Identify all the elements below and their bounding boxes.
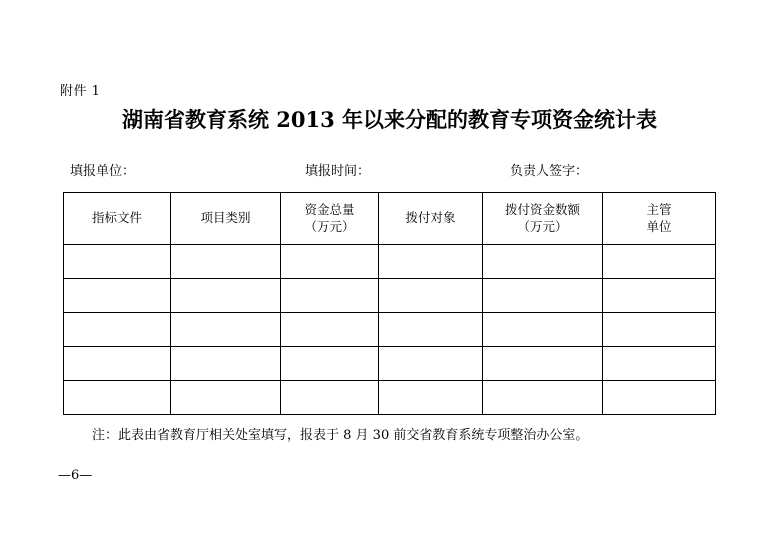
meta-responsible-signature: 负责人签字： — [510, 164, 589, 179]
header-line-1: 主管 — [646, 201, 672, 217]
table-cell[interactable] — [281, 245, 379, 279]
table-header-cell — [281, 193, 379, 245]
table-header-cell — [171, 193, 281, 245]
table-row — [64, 313, 716, 347]
table-cell[interactable] — [379, 381, 483, 415]
table-cell[interactable] — [281, 313, 379, 347]
header-line-1: 项目类别 — [200, 210, 251, 226]
table-cell[interactable] — [171, 313, 281, 347]
table-cell[interactable] — [379, 347, 483, 381]
page-number: —6— — [58, 468, 93, 483]
table-cell[interactable] — [379, 313, 483, 347]
table-cell[interactable] — [171, 279, 281, 313]
table-cell[interactable] — [483, 381, 603, 415]
table-cell[interactable] — [603, 245, 716, 279]
table-cell[interactable] — [64, 313, 171, 347]
meta-filling-unit: 填报单位： — [70, 164, 136, 179]
table-note: 注：此表由省教育厅相关处室填写，报表于 8 月 30 前交省教育系统专项整治办公室。 — [92, 428, 589, 443]
table-cell[interactable] — [603, 347, 716, 381]
table-cell[interactable] — [483, 279, 603, 313]
table-cell[interactable] — [64, 245, 171, 279]
header-line-1: 拨付对象 — [405, 210, 456, 226]
table-cell[interactable] — [171, 245, 281, 279]
header-line-1: 资金总量 — [304, 201, 355, 217]
table-cell[interactable] — [483, 245, 603, 279]
header-line-1: 拨付资金数额 — [504, 201, 580, 217]
meta-row — [70, 160, 710, 180]
table-row — [64, 347, 716, 381]
table-cell[interactable] — [603, 381, 716, 415]
table-header-cell — [483, 193, 603, 245]
table-header-cell — [64, 193, 171, 245]
table-row — [64, 279, 716, 313]
header-line-2: （万元） — [304, 218, 355, 234]
table-cell[interactable] — [379, 279, 483, 313]
table-row — [64, 381, 716, 415]
table-cell[interactable] — [483, 347, 603, 381]
table-cell[interactable] — [483, 313, 603, 347]
table-cell[interactable] — [64, 381, 171, 415]
header-line-2: （万元） — [517, 218, 568, 234]
funds-statistics-table — [63, 192, 716, 415]
table-cell[interactable] — [171, 381, 281, 415]
table-cell[interactable] — [281, 381, 379, 415]
table-cell[interactable] — [64, 279, 171, 313]
table-row — [64, 245, 716, 279]
table-header-row — [64, 193, 716, 245]
table-cell[interactable] — [281, 347, 379, 381]
table-header-cell — [603, 193, 716, 245]
table-cell[interactable] — [171, 347, 281, 381]
meta-filling-time: 填报时间： — [305, 164, 371, 179]
table-cell[interactable] — [603, 313, 716, 347]
table-cell[interactable] — [64, 347, 171, 381]
table-header-cell — [379, 193, 483, 245]
table-cell[interactable] — [603, 279, 716, 313]
table-cell[interactable] — [281, 279, 379, 313]
header-line-2: 单位 — [646, 218, 672, 234]
table-cell[interactable] — [379, 245, 483, 279]
header-line-1: 指标文件 — [91, 210, 142, 226]
page-title: 湖南省教育系统 2013 年以来分配的教育专项资金统计表 — [121, 107, 658, 132]
attachment-label: 附件 1 — [60, 84, 101, 99]
